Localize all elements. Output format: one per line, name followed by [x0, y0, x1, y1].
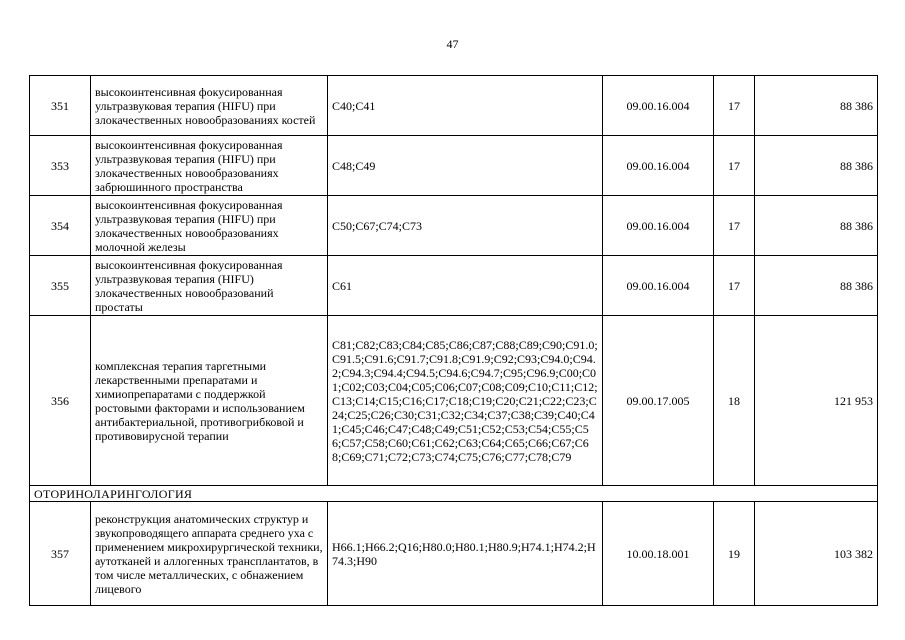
method-code: 10.00.18.001: [603, 502, 714, 606]
page-number: 47: [446, 37, 459, 51]
table-row: [30, 316, 878, 486]
method-code: 09.00.16.004: [603, 256, 714, 316]
table-row: [30, 502, 878, 606]
method-code: 09.00.16.004: [603, 136, 714, 196]
cost-value: 88 386: [755, 136, 878, 196]
group-number: 17: [714, 196, 755, 256]
method-code: 09.00.17.005: [603, 316, 714, 486]
cost-value: 121 953: [755, 316, 878, 486]
row-number: 355: [30, 256, 91, 316]
table-row: [30, 136, 878, 196]
row-number: 357: [30, 502, 91, 606]
treatment-description: высокоинтенсивная фокусированная ультразвуковая терапия (HIFU) при злокачественных новообразованиях костей: [91, 76, 328, 136]
treatment-description: комплексная терапия таргетными лекарственными препаратами и химиопрепаратами с поддержкой ростовыми факторами и использованием антибактериальной, противогрибковой и противовирусной терапии: [91, 316, 328, 486]
tariff-table: [29, 75, 878, 606]
table-row: [30, 256, 878, 316]
treatment-description: высокоинтенсивная фокусированная ультразвуковая терапия (HIFU) при злокачественных новообразованиях молочной железы: [91, 196, 328, 256]
icd-codes: C40;C41: [328, 76, 603, 136]
group-number: 17: [714, 76, 755, 136]
row-number: 351: [30, 76, 91, 136]
cost-value: 88 386: [755, 196, 878, 256]
treatment-description: реконструкция анатомических структур и звукопроводящего аппарата среднего уха с применением микрохирургической техники, аутотканей и аллогенных трансплантатов, в том числе металлических, с обнажением лицевого: [91, 502, 328, 606]
group-number: 17: [714, 136, 755, 196]
icd-codes: C61: [328, 256, 603, 316]
row-number: 356: [30, 316, 91, 486]
group-number: 19: [714, 502, 755, 606]
method-code: 09.00.16.004: [603, 76, 714, 136]
table-row: [30, 76, 878, 136]
row-number: 354: [30, 196, 91, 256]
icd-codes: C50;C67;C74;C73: [328, 196, 603, 256]
treatment-description: высокоинтенсивная фокусированная ультразвуковая терапия (HIFU) при злокачественных новообразованиях забрюшинного пространства: [91, 136, 328, 196]
cost-value: 88 386: [755, 256, 878, 316]
icd-codes: C48;C49: [328, 136, 603, 196]
group-number: 17: [714, 256, 755, 316]
icd-codes: H66.1;H66.2;Q16;H80.0;H80.1;H80.9;H74.1;H74.2;H74.3;H90: [328, 502, 603, 606]
section-row: [30, 486, 878, 502]
row-number: 353: [30, 136, 91, 196]
icd-codes: C81;C82;C83;C84;C85;C86;C87;C88;C89;C90;C91.0;C91.5;C91.6;C91.7;C91.8;C91.9;C92;C93;C94.0;C94.2;C94.3;C94.4;C94.5;C94.6;C94.7;C95;C96.9;C00;C01;C02;C03;C04;C05;C06;C07;C08;C09;C10;C11;C12;C13;C14;C15;C16;C17;C18;C19;C20;C21;C22;C23;C24;C25;C26;C30;C31;C32;C34;C37;C38;C39;C40;C41;C45;C46;C47;C48;C49;C51;C52;C53;C54;C55;C56;C57;C58;C60;C61;C62;C63;C64;C65;C66;C67;C68;C69;C71;C72;C73;C74;C75;C76;C77;C78;C79: [328, 316, 603, 486]
treatment-description: высокоинтенсивная фокусированная ультразвуковая терапия (HIFU) злокачественных новообразований простаты: [91, 256, 328, 316]
method-code: 09.00.16.004: [603, 196, 714, 256]
table-row: [30, 196, 878, 256]
section-title: ОТОРИНОЛАРИНГОЛОГИЯ: [30, 486, 878, 502]
group-number: 18: [714, 316, 755, 486]
cost-value: 88 386: [755, 76, 878, 136]
cost-value: 103 382: [755, 502, 878, 606]
